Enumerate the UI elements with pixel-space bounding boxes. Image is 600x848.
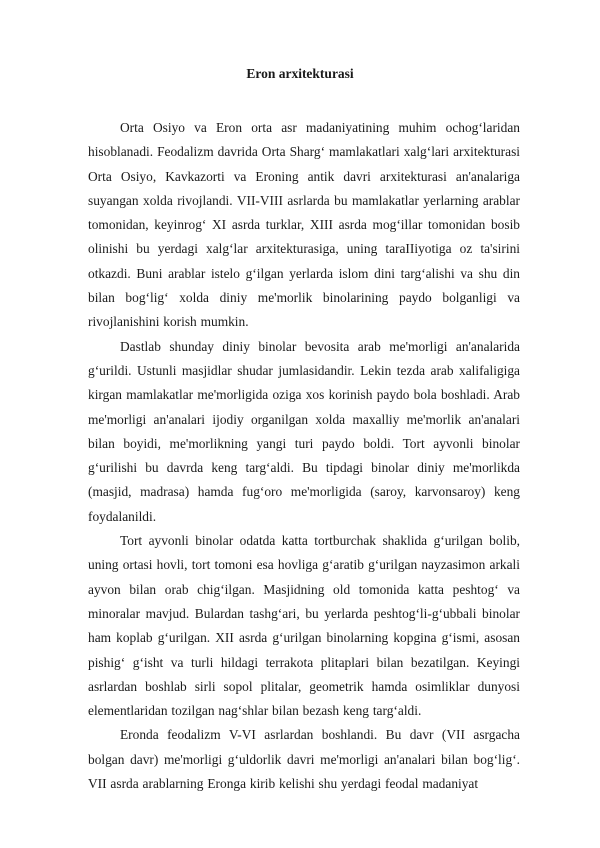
paragraph: Tort ayvonli binolar odatda katta tortburchak shaklida g‘urilgan bolib, uning ortasi hovli, tort tomoni esa hovliga g‘aratib g‘urilgan nayzasimon arkali ayvon bilan orab chig‘ilgan. Masjidning old tomonida katta peshtog‘ va minoralar mavjud. Bulardan tashg‘ari, bu yerlarda peshtog‘li-g‘ubbali binolar ham koplab g‘urilgan. XII asrda g‘urilgan binolarning kopgina g‘ismi, asosan pishig‘ g‘isht va turli hildagi terrakota plitaplari bilan bezatilgan. Keyingi asrlardan boshlab sirli sopol plitalar, geometrik hamda osimliklar dunyosi elementlaridan tozilgan nag‘shlar bilan bezash keng targ‘aldi. — [88, 533, 520, 719]
paragraph: Orta Osiyo va Eron orta asr madaniyatining muhim ochog‘laridan hisoblanadi. Feodalizm davrida Orta Sharg‘ mamlakatlari xalg‘lari arxitekturasi Orta Osiyo, Kavkazorti va Eroning antik davri arxitekturasi an'analariga suyangan xolda rivojlandi. VII-VIII asrlarda bu mamlakatlar yerlarning arablar tomonidan, keyinrog‘ XI asrda turklar, XIII asrda mog‘illar tomonidan bosib olinishi bu yerdagi xalg‘lar arxitekturasiga, uning taraIIiyotiga oz ta'sirini otkazdi. Buni arablar istelo g‘ilgan yerlarda islom dini targ‘alishi va shu din bilan bog‘lig‘ xolda diniy me'morlik binolarining paydo bolganligi va rivojlanishini korish mumkin. — [88, 120, 520, 330]
document-body — [88, 116, 520, 796]
page-title: Eron arxitekturasi — [246, 66, 354, 81]
paragraph: Eronda feodalizm V-VI asrlardan boshlandi. Bu davr (VII asrgacha bolgan davr) me'morligi g‘uldorlik davri me'morligi an'analari bilan bog‘lig‘. VII asrda arablarning Eronga kirib kelishi shu yerdagi feodal madaniyat — [88, 727, 520, 792]
paragraph: Dastlab shunday diniy binolar bevosita arab me'morligi an'analarida g‘urildi. Ustunli masjidlar shudar jumlasidandir. Lekin tezda arab xalifaligiga kirgan mamlakatlar me'morligida oziga xos korinish paydo bola boshladi. Arab me'morligi an'analari ijodiy organilgan xolda maxalliy me'morlik an'analari bilan boyidi, me'morlikning yangi turi paydo boldi. Tort ayvonli binolar g‘urilishi bu davrda keng targ‘aldi. Bu tipdagi binolar diniy me'morlikda (masjid, madrasa) hamda fug‘oro me'morligida (saroy, karvonsaroy) keng foydalanildi. — [88, 338, 520, 524]
